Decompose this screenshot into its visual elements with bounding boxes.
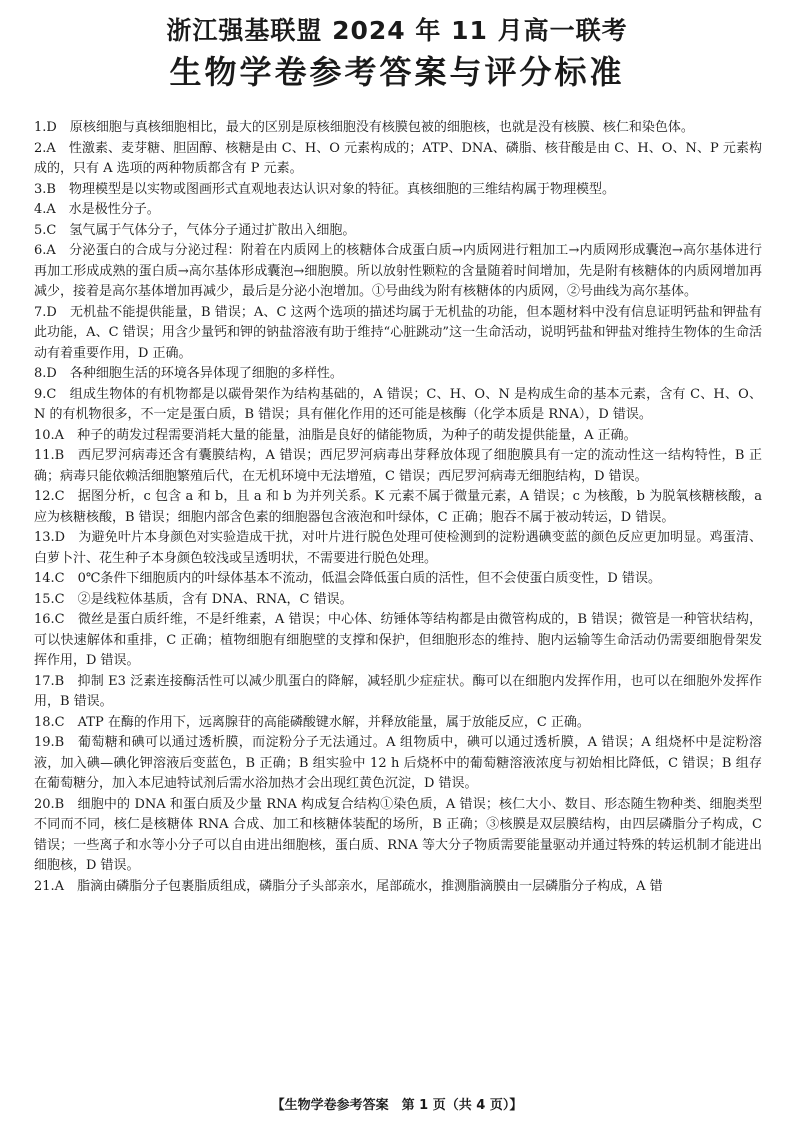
answer-item-5: 5.C 氢气属于气体分子，气体分子通过扩散出入细胞。 — [34, 222, 356, 238]
answer-item-14: 14.C 0℃条件下细胞质内的叶绿体基本不流动，低温会降低蛋白质的活性，但不会使蛋白质变性，D 错误。 — [34, 571, 661, 586]
page-header — [0, 0, 794, 94]
answer-item-13: 13.D 为避免叶片本身颜色对实验造成干扰，对叶片进行脱色处理可使检测到的淀粉遇碘变蓝的颜色反应更加明显。鸡蛋清、白萝卜汁、花生种子本身颜色较浅或呈透明状，不需要进行脱色处理。 — [34, 530, 762, 566]
document-title: 生物学卷参考答案与评分标准 — [169, 53, 625, 91]
answer-item-19: 19.B 葡萄糖和碘可以通过透析膜，而淀粉分子无法通过。A 组物质中，碘可以通过透析膜，A 错误；A 组烧杯中是淀粉溶液，加入碘—碘化钾溶液后变蓝色，B 正确；B 组实验中 12 h 后烧杯中的葡萄糖溶液浓度与初始相比降低，C 错误；B 组存在葡萄糖分，加入本尼迪特试剂后需水浴加热才会出现红黄色沉淀，D 错误。 — [34, 735, 762, 791]
answer-item-11: 11.B 西尼罗河病毒还含有囊膜结构，A 错误；西尼罗河病毒出芽释放体现了细胞膜具有一定的流动性这一结构特性，B 正确；病毒只能依赖活细胞繁殖后代，在无机环境中无法增殖，C 错误；西尼罗河病毒无细胞结构，D 错误。 — [34, 448, 762, 484]
answer-item-6: 6.A 分泌蛋白的合成与分泌过程：附着在内质网上的核糖体合成蛋白质→内质网进行粗加工→内质网形成囊泡→高尔基体进行再加工形成成熟的蛋白质→高尔基体形成囊泡→细胞膜。所以放射性颗粒的含量随着时间增加，先是附有核糖体的内质网增加再减少，接着是高尔基体增加再减少，最后是分泌小泡增加。①号曲线为附有核糖体的内质网，②号曲线为高尔基体。 — [34, 243, 762, 299]
answer-item-10: 10.A 种子的萌发过程需要消耗大量的能量，油脂是良好的储能物质，为种子的萌发提供能量，A 正确。 — [34, 427, 637, 443]
answer-item-12: 12.C 据图分析，c 包含 a 和 b，且 a 和 b 为并列关系。K 元素不属于微量元素，A 错误；c 为核酸，b 为脱氧核糖核酸，a 应为核糖核酸，B 错误；细胞内部含色素的细胞器包含液泡和叶绿体，C 正确；胞吞不属于被动转运，D 错误。 — [34, 489, 762, 525]
exam-title: 浙江强基联盟 2024 年 11 月高一联考 — [166, 16, 628, 45]
answer-item-15: 15.C ②是线粒体基质，含有 DNA、RNA，C 错误。 — [34, 591, 353, 607]
answer-item-2: 2.A 性激素、麦芽糖、胆固醇、核糖是由 C、H、O 元素构成的；ATP、DNA、磷脂、核苷酸是由 C、H、O、N、P 元素构成的，只有 A 选项的两种物质都含有 P 元素。 — [34, 140, 762, 176]
answer-item-3: 3.B 物理模型是以实物或图画形式直观地表达认识对象的特征。真核细胞的三维结构属于物理模型。 — [34, 181, 615, 197]
answer-item-4: 4.A 水是极性分子。 — [34, 202, 160, 217]
answer-item-17: 17.B 抑制 E3 泛素连接酶活性可以减少肌蛋白的降解，减轻肌少症症状。酶可以在细胞内发挥作用，也可以在细胞外发挥作用，B 错误。 — [34, 673, 762, 709]
answer-item-20: 20.B 细胞中的 DNA 和蛋白质及少量 RNA 构成复合结构①染色质，A 错误；核仁大小、数目、形态随生物种类、细胞类型不同而不同，核仁是核糖体 RNA 合成、加工和核糖体装配的场所，B 正确；③核膜是双层膜结构，由四层磷脂分子构成，C 错误；一些离子和水等小分子可以自由进出细胞核，蛋白质、RNA 等大分子物质需要能量驱动并通过特殊的转运机制才能进出细胞核，D 错误。 — [34, 796, 762, 873]
answer-item-18: 18.C ATP 在酶的作用下，远离腺苷的高能磷酸键水解，并释放能量，属于放能反应，C 正确。 — [34, 714, 590, 730]
answer-item-16: 16.C 微丝是蛋白质纤维，不是纤维素，A 错误；中心体、纺锤体等结构都是由微管构成的，B 错误；微管是一种管状结构，可以快速解体和重排，C 正确；植物细胞有细胞壁的支撑和保护，但细胞形态的维持、胞内运输等生命活动仍需要细胞骨架发挥作用，D 错误。 — [34, 612, 762, 668]
answer-item-9: 9.C 组成生物体的有机物都是以碳骨架作为结构基础的，A 错误；C、H、O、N 是构成生命的基本元素，含有 C、H、O、N 的有机物很多，不一定是蛋白质，B 错误；具有催化作用的还可能是核酶（化学本质是 RNA），D 错误。 — [34, 386, 762, 422]
answer-list — [34, 118, 762, 897]
page-footer: 【生物学卷参考答案 第 1 页（共 4 页）】 — [271, 1098, 523, 1113]
answer-item-7: 7.D 无机盐不能提供能量，B 错误；A、C 这两个选项的描述均属于无机盐的功能，但本题材料中没有信息证明钙盐和钾盐有此功能，A、C 错误；用含少量钙和钾的钠盐溶液有助于维持“心脏跳动”这一生命活动，说明钙盐和钾盐对维持生物体的生命活动有着重要作用，D 正确。 — [34, 304, 762, 361]
answer-item-8: 8.D 各种细胞生活的环境各异体现了细胞的多样性。 — [34, 366, 343, 381]
answer-item-1: 1.D 原核细胞与真核细胞相比，最大的区别是原核细胞没有核膜包被的细胞核，也就是没有核膜、核仁和染色体。 — [34, 120, 694, 135]
answer-item-21: 21.A 脂滴由磷脂分子包裹脂质组成，磷脂分子头部亲水，尾部疏水，推测脂滴膜由一层磷脂分子构成，A 错 — [34, 878, 663, 894]
